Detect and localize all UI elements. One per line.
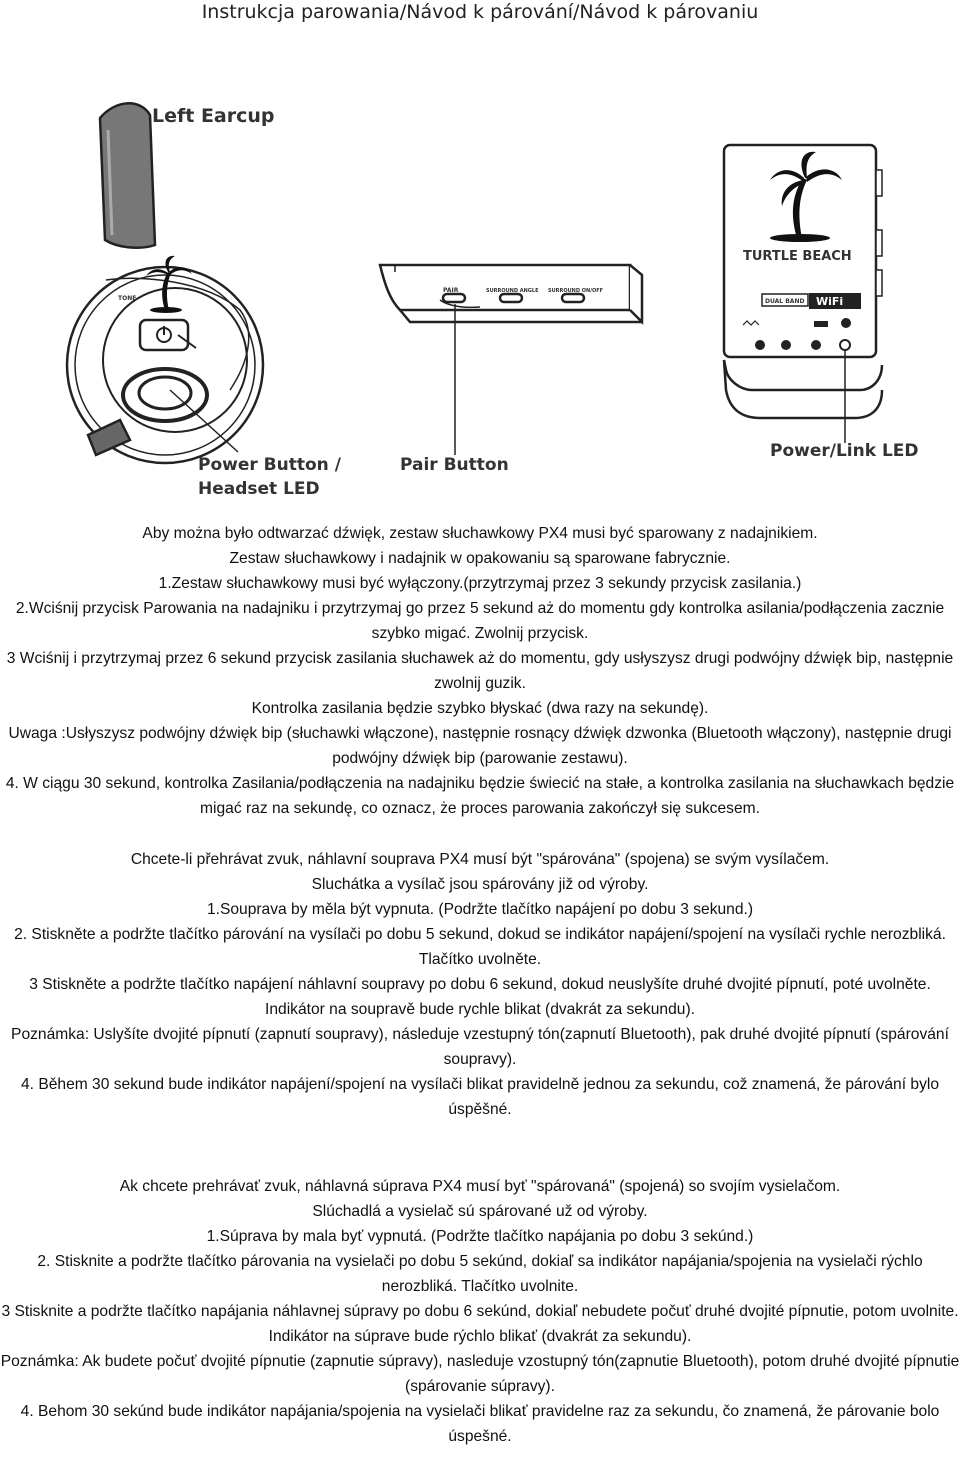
- instruction-line: 2. Stisknite a podržte tlačítko párovania na vysielači po dobu 5 sekúnd, dokiaľ sa indikátor napájania/spojenia na vysielači rýchlo nerozbliká. Tlačítko uvolnite.: [37, 1253, 923, 1295]
- instruction-line: Poznámka: Uslyšíte dvojité pípnutí (zapnutí soupravy), následuje vzestupný tón(zapnutí Bluetooth), pak druhé dvojité pípnutí (spárování soupravy).: [11, 1026, 949, 1068]
- pair-button-label: Pair Button: [400, 455, 509, 475]
- polish-instructions: [0, 521, 960, 821]
- instruction-line: 1.Souprava by měla být vypnuta. (Podržte tlačítko napájení po dobu 3 sekund.): [206, 901, 754, 918]
- surround-onoff-mark: SURROUND ON/OFF: [548, 288, 604, 294]
- brand-text: TURTLE BEACH: [743, 249, 852, 264]
- tone-mark: TONE: [118, 295, 137, 302]
- instruction-line: Aby można było odtwarzać dźwięk, zestaw słuchawkowy PX4 musi być sparowany z nadajnikiem.: [142, 525, 818, 542]
- instruction-line: Uwaga :Usłyszysz podwójny dźwięk bip (słuchawki włączone), następnie rosnący dźwięk dzwonka (Bluetooth włączony), następnie drugi podwójny dźwięk bip (parowanie zestawu).: [8, 725, 952, 767]
- instruction-line: Chcete-li přehrávat zvuk, náhlavní souprava PX4 musí být "spárována" (spojena) se svým vysílačem.: [130, 851, 830, 868]
- pair-mark: PAIR: [443, 287, 459, 294]
- pairing-illustration: [0, 60, 960, 510]
- instruction-line: 4. Během 30 sekund bude indikátor napájení/spojení na vysílači blikat pravidelně jednou za sekundu, což znamená, že párování bylo úspěšné.: [20, 1076, 940, 1118]
- page-title: Instrukcja parowania/Návod k párování/Návod k párovaniu: [201, 1, 759, 23]
- instruction-line: 3 Stisknite a podržte tlačítko napájania náhlavnej súpravy po dobu 6 sekúnd, dokiaľ nebudete počuť druhé dvojité pípnutie, potom uvolnite.: [1, 1303, 959, 1320]
- power-link-led-label: Power/Link LED: [770, 441, 919, 461]
- instruction-line: 2.Wciśnij przycisk Parowania na nadajniku i przytrzymaj go przez 5 sekund aż do momentu gdy kontrolka asilania/podłączenia zacznie szybko migać. Zwolnij przycisk.: [15, 600, 945, 642]
- left-earcup-label: Left Earcup: [152, 105, 275, 127]
- instruction-line: 3 Stiskněte a podržte tlačítko napájení náhlavní soupravy po dobu 6 sekund, dokud neuslyšíte druhé dvojité pípnutí, poté uvolněte.: [29, 976, 931, 993]
- instruction-line: Zestaw słuchawkowy i nadajnik w opakowaniu są sparowane fabrycznie.: [229, 550, 731, 567]
- instruction-line: 1.Zestaw słuchawkowy musi być wyłączony.(przytrzymaj przez 3 sekundy przycisk zasilania.): [158, 575, 802, 592]
- instruction-line: Indikátor na súprave bude rýchlo blikať (dvakrát za sekundu).: [268, 1328, 692, 1345]
- surround-angle-mark: SURROUND ANGLE: [486, 288, 539, 294]
- instruction-line: Slúchadlá a vysielač sú spárované už od výroby.: [312, 1203, 648, 1220]
- instruction-line: Ak chcete prehrávať zvuk, náhlavná súprava PX4 musí byť "spárovaná" (spojená) so svojím vysielačom.: [119, 1178, 841, 1195]
- slovak-instructions: [0, 1174, 960, 1449]
- wifi-mark: WiFi: [816, 295, 844, 308]
- instruction-line: 1.Súprava by mala byť vypnutá. (Podržte tlačítko napájania po dobu 3 sekúnd.): [206, 1228, 754, 1245]
- instruction-line: Kontrolka zasilania będzie szybko błyskać (dwa razy na sekundę).: [251, 700, 709, 717]
- instruction-line: Sluchátka a vysílač jsou spárovány již od výroby.: [311, 876, 649, 893]
- headset-led-label: Headset LED: [198, 479, 320, 499]
- czech-instructions: [0, 847, 960, 1122]
- instruction-line: 4. W ciągu 30 sekund, kontrolka Zasilania/podłączenia na nadajniku będzie świecić na stałe, a kontrolka zasilania na słuchawkach będzie migać raz na sekundę, co oznacz, że proces parowania zakończył się sukcesem.: [5, 775, 955, 817]
- instruction-line: 3 Wciśnij i przytrzymaj przez 6 sekund przycisk zasilania słuchawek aż do momentu, gdy usłyszysz drugi podwójny dźwięk bip, następnie zwolnij guzik.: [6, 650, 954, 692]
- instruction-line: Poznámka: Ak budete počuť dvojité pípnutie (zapnutie súpravy), nasleduje vzostupný tón(zapnutie Bluetooth), potom druhé dvojité pípnutie (spárovanie súpravy).: [0, 1353, 960, 1395]
- instruction-line: 2. Stiskněte a podržte tlačítko párování na vysílači po dobu 5 sekund, dokud se indikátor napájení/spojení na vysílači rychle nerozbliká. Tlačítko uvolněte.: [14, 926, 946, 968]
- device-diagram: [0, 60, 960, 510]
- power-button-label: Power Button /: [198, 455, 341, 475]
- dual-band-mark: DUAL BAND: [765, 298, 805, 305]
- instruction-line: 4. Behom 30 sekúnd bude indikátor napájania/spojenia na vysielači blikať pravidelne raz za sekundu, čo znamená, že párovanie bolo úspešné.: [20, 1403, 940, 1445]
- instruction-line: Indikátor na soupravě bude rychle blikat (dvakrát za sekundu).: [265, 1001, 695, 1018]
